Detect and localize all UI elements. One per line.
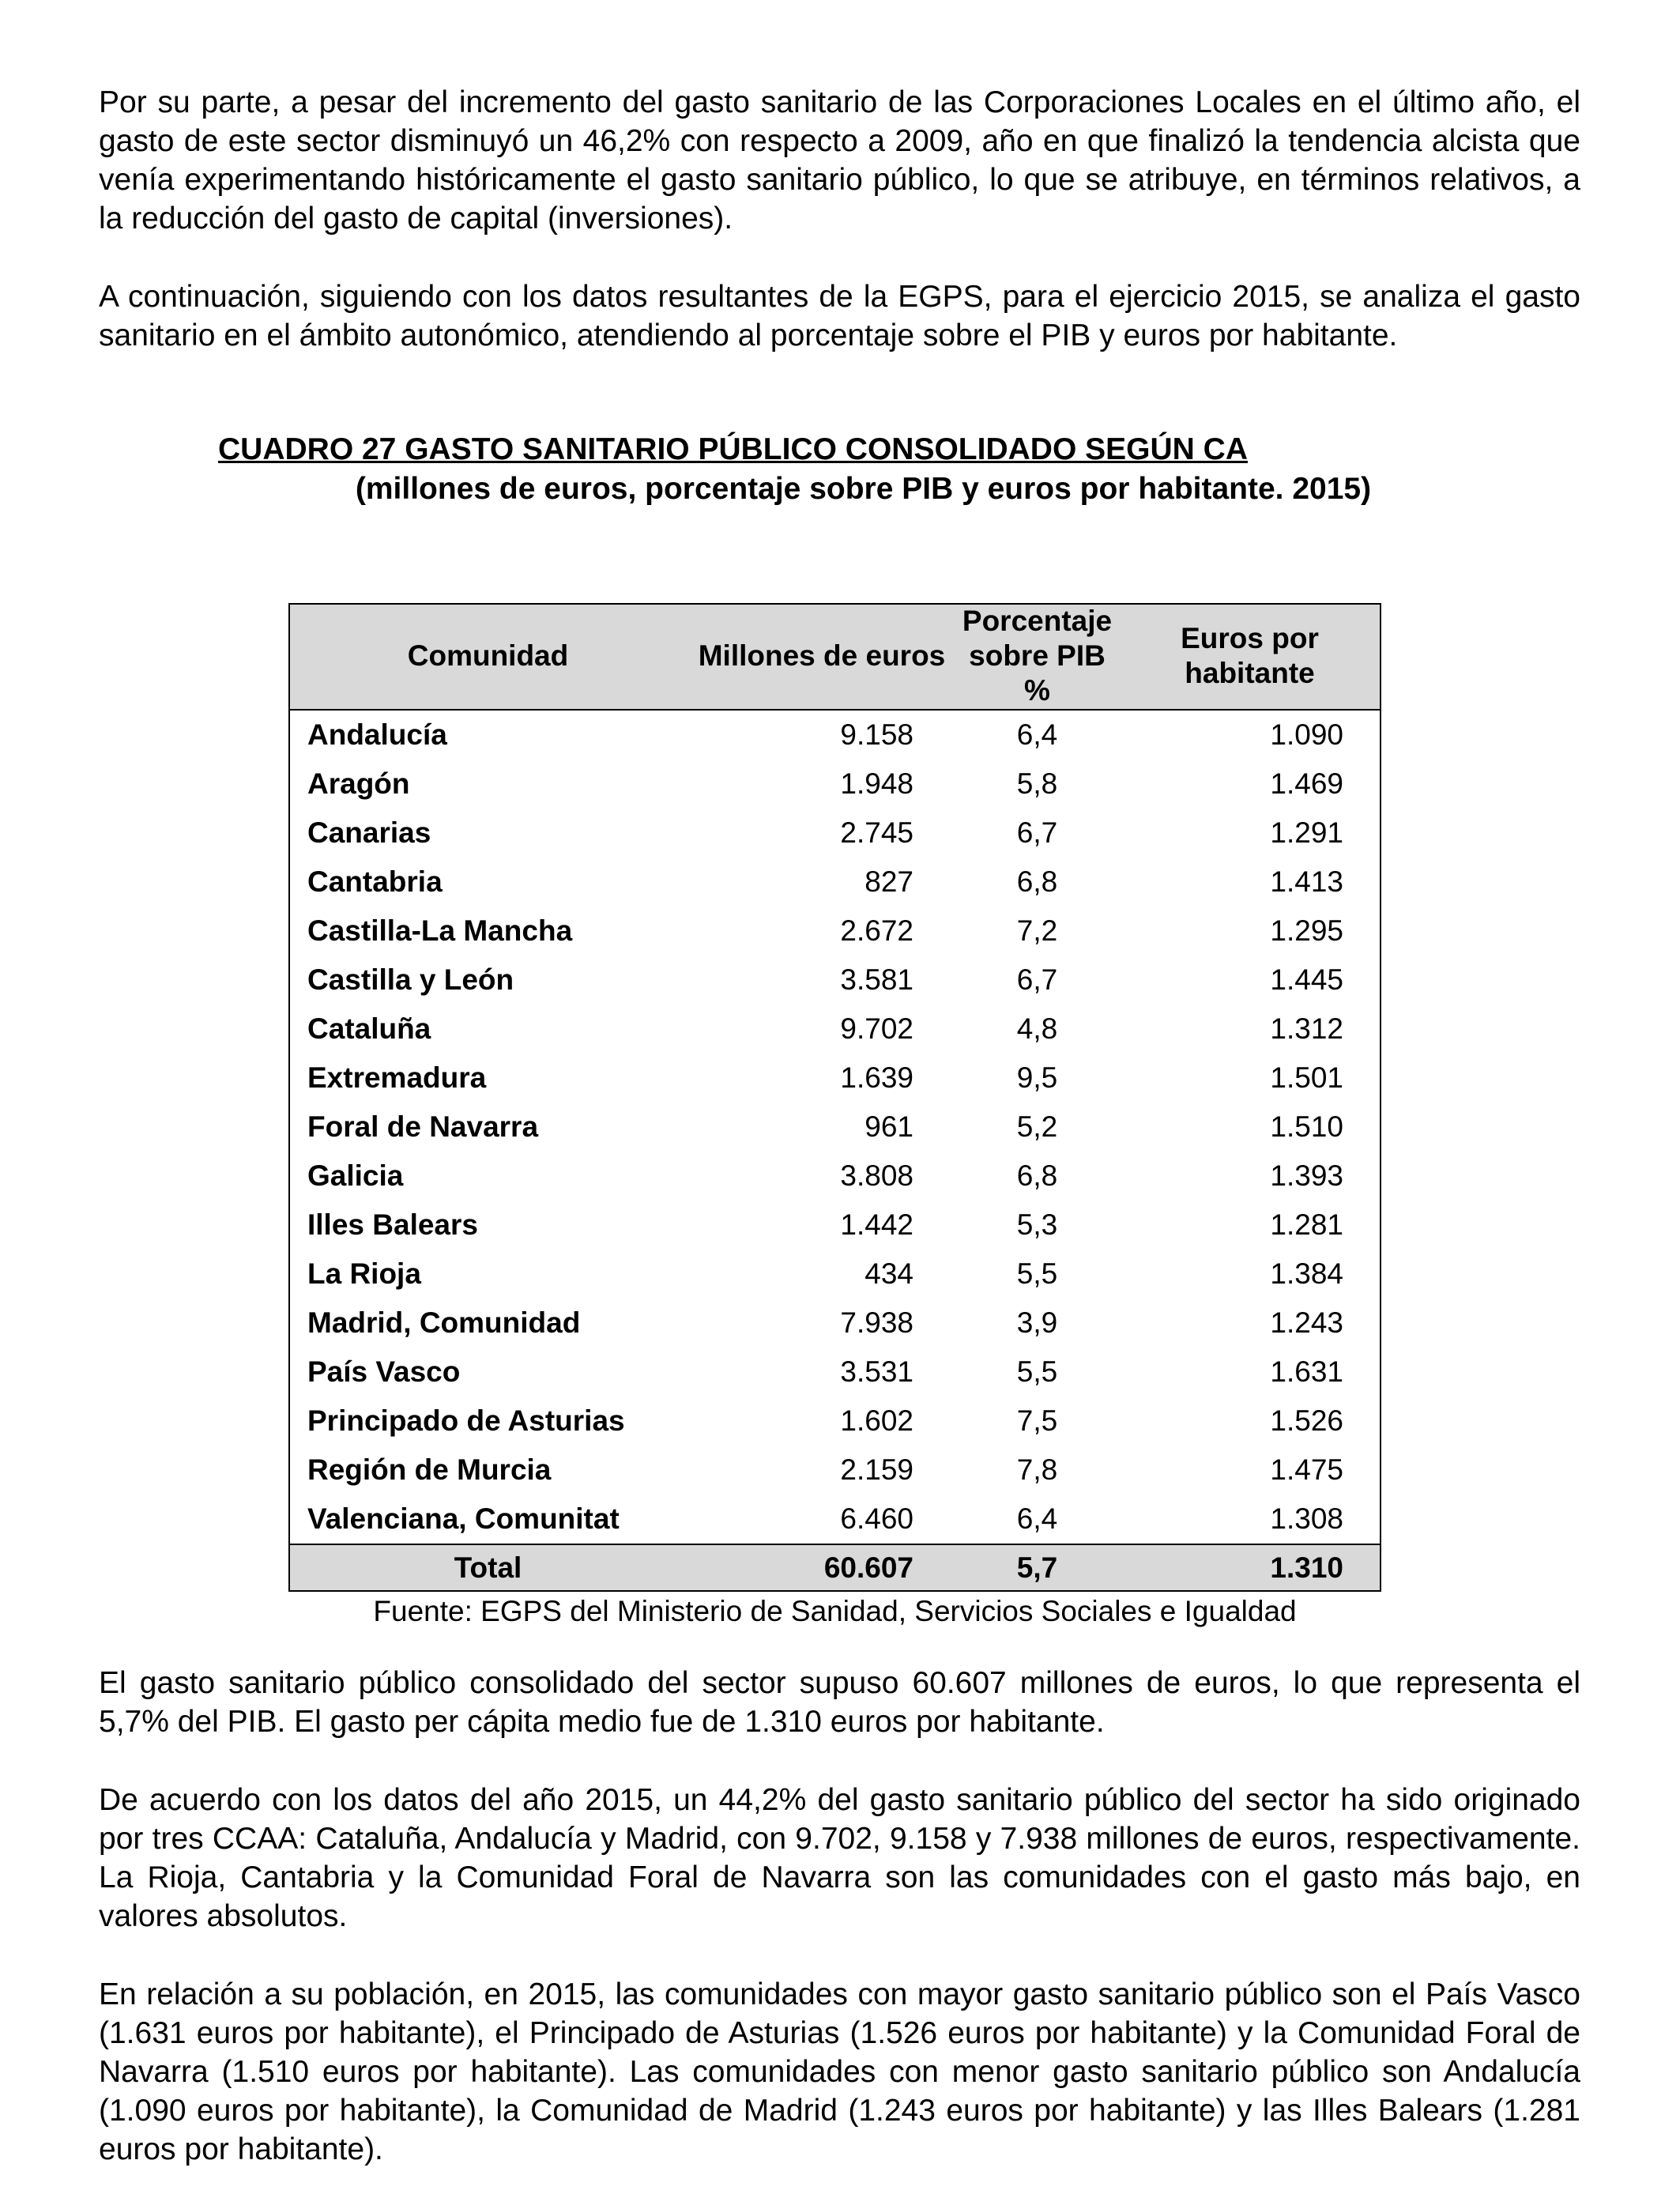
table-row bbox=[288, 858, 1381, 907]
cell-pib: 5,3 bbox=[1016, 1208, 1058, 1241]
gasto-table bbox=[288, 603, 1381, 1591]
cell-pib: 7,2 bbox=[1016, 914, 1058, 947]
table-title-block bbox=[99, 430, 1580, 509]
cell-millones: 2.745 bbox=[840, 816, 913, 849]
cell-comunidad: Galicia bbox=[307, 1159, 404, 1192]
cell-comunidad: Principado de Asturias bbox=[307, 1404, 625, 1437]
cell-comunidad: Castilla-La Mancha bbox=[307, 914, 573, 947]
cell-euros: 1.281 bbox=[1270, 1208, 1343, 1241]
paragraph-total: El gasto sanitario público consolidado del sector supuso 60.607 millones de euros, lo que representa el 5,7% del PIB. El gasto per cápita medio fue de 1.310 euros por habitante. bbox=[99, 1666, 1580, 1739]
cell-millones: 1.948 bbox=[840, 767, 913, 800]
table-row bbox=[288, 1152, 1381, 1201]
paragraph-intro: Por su parte, a pesar del incremento del gasto sanitario de las Corporaciones Locales en el último año, el gasto de este sector disminuyó un 46,2% con respecto a 2009, año en que finalizó la tendencia alcista que venía experimentando históricamente el gasto sanitario público, lo que se atribuye, en términos relativos, a la reducción del gasto de capital (inversiones). bbox=[99, 85, 1580, 236]
table-row bbox=[288, 1348, 1381, 1397]
cell-euros: 1.291 bbox=[1270, 816, 1343, 849]
table-row bbox=[288, 1250, 1381, 1299]
paragraph-poblacion: En relación a su población, en 2015, las comunidades con mayor gasto sanitario público son el País Vasco (1.631 euros por habitante), el Principado de Asturias (1.526 euros por habitante) y la Comunidad Foral de Navarra (1.510 euros por habitante). Las comunidades con menor gasto sanitario público son Andalucía (1.090 euros por habitante), la Comunidad de Madrid (1.243 euros por habitante) y las Illes Balears (1.281 euros por habitante). bbox=[99, 1977, 1580, 2166]
cell-pib: 9,5 bbox=[1016, 1061, 1058, 1094]
cell-millones: 3.808 bbox=[840, 1159, 913, 1192]
cell-euros: 1.469 bbox=[1270, 767, 1343, 800]
table-subtitle: (millones de euros, porcentaje sobre PIB y euros por habitante. 2015) bbox=[355, 472, 1372, 506]
cell-pib: 6,8 bbox=[1016, 865, 1058, 898]
cell-euros: 1.393 bbox=[1270, 1159, 1343, 1192]
header-millones: Millones de euros bbox=[687, 603, 956, 710]
cell-millones: 7.938 bbox=[840, 1306, 913, 1339]
header-comunidad: Comunidad bbox=[288, 603, 687, 710]
document-page bbox=[99, 83, 1580, 2166]
total-cell-millones: 60.607 bbox=[687, 1544, 956, 1591]
cell-comunidad: Aragón bbox=[307, 767, 410, 800]
cell-pib: 6,4 bbox=[1016, 718, 1058, 751]
cell-comunidad: Extremadura bbox=[307, 1061, 487, 1094]
cell-pib: 5,5 bbox=[1016, 1355, 1058, 1388]
total-cell-pib: 5,7 bbox=[956, 1544, 1118, 1591]
table-row bbox=[288, 1495, 1381, 1544]
header-pib: Porcentaje sobre PIB % bbox=[956, 603, 1118, 710]
cell-millones: 9.702 bbox=[840, 1012, 913, 1045]
table-title: CUADRO 27 GASTO SANITARIO PÚBLICO CONSOLIDADO SEGÚN CA bbox=[218, 432, 1248, 466]
cell-comunidad: La Rioja bbox=[307, 1257, 421, 1290]
cell-comunidad: Andalucía bbox=[307, 718, 447, 751]
cell-euros: 1.312 bbox=[1270, 1012, 1343, 1045]
table-row bbox=[288, 1201, 1381, 1250]
cell-pib: 6,7 bbox=[1016, 963, 1058, 996]
cell-pib: 6,8 bbox=[1016, 1159, 1058, 1192]
cell-millones: 1.442 bbox=[840, 1208, 913, 1241]
cell-pib: 5,8 bbox=[1016, 767, 1058, 800]
cell-pib: 7,5 bbox=[1016, 1404, 1058, 1437]
table-source: Fuente: EGPS del Ministerio de Sanidad, Servicios Sociales e Igualdad bbox=[373, 1595, 1297, 1627]
cell-millones: 1.602 bbox=[840, 1404, 913, 1437]
cell-millones: 1.639 bbox=[840, 1061, 913, 1094]
cell-comunidad: Foral de Navarra bbox=[307, 1110, 539, 1143]
cell-euros: 1.243 bbox=[1270, 1306, 1343, 1339]
cell-comunidad: Cantabria bbox=[307, 865, 443, 898]
cell-comunidad: Madrid, Comunidad bbox=[307, 1306, 581, 1339]
table-row bbox=[288, 1054, 1381, 1103]
cell-euros: 1.445 bbox=[1270, 963, 1343, 996]
cell-millones: 6.460 bbox=[840, 1502, 913, 1535]
cell-millones: 827 bbox=[864, 865, 913, 898]
table-row bbox=[288, 956, 1381, 1005]
cell-comunidad: Castilla y León bbox=[307, 963, 514, 996]
paragraph-ccaa: De acuerdo con los datos del año 2015, un 44,2% del gasto sanitario público del sector ha sido originado por tres CCAA: Cataluña, Andalucía y Madrid, con 9.702, 9.158 y 7.938 millones de euros, respectivamente. La Rioja, Cantabria y la Comunidad Foral de Navarra son las comunidades con el gasto más bajo, en valores absolutos. bbox=[99, 1783, 1580, 1933]
cell-comunidad: Cataluña bbox=[307, 1012, 431, 1045]
cell-comunidad: País Vasco bbox=[307, 1355, 461, 1388]
table-row bbox=[288, 809, 1381, 858]
cell-comunidad: Illes Balears bbox=[307, 1208, 478, 1241]
cell-euros: 1.384 bbox=[1270, 1257, 1343, 1290]
cell-millones: 434 bbox=[864, 1257, 913, 1290]
cell-euros: 1.510 bbox=[1270, 1110, 1343, 1143]
cell-pib: 6,7 bbox=[1016, 816, 1058, 849]
cell-pib: 4,8 bbox=[1016, 1012, 1058, 1045]
cell-pib: 7,8 bbox=[1016, 1453, 1058, 1486]
cell-pib: 3,9 bbox=[1016, 1306, 1058, 1339]
total-cell-euros: 1.310 bbox=[1118, 1544, 1381, 1591]
cell-euros: 1.501 bbox=[1270, 1061, 1343, 1094]
table-row bbox=[288, 1299, 1381, 1348]
cell-pib: 5,5 bbox=[1016, 1257, 1058, 1290]
table-body bbox=[288, 710, 1381, 1591]
cell-millones: 2.672 bbox=[840, 914, 913, 947]
cell-millones: 2.159 bbox=[840, 1453, 913, 1486]
table-row bbox=[288, 1005, 1381, 1054]
table-row bbox=[288, 907, 1381, 956]
cell-euros: 1.090 bbox=[1270, 718, 1343, 751]
cell-pib: 6,4 bbox=[1016, 1502, 1058, 1535]
table-row bbox=[288, 710, 1381, 760]
table-header-row bbox=[288, 603, 1381, 710]
header-euros: Euros por habitante bbox=[1118, 603, 1381, 710]
table-row bbox=[288, 1103, 1381, 1152]
cell-millones: 961 bbox=[864, 1110, 913, 1143]
cell-euros: 1.413 bbox=[1270, 865, 1343, 898]
table-total-row bbox=[288, 1544, 1381, 1591]
cell-euros: 1.631 bbox=[1270, 1355, 1343, 1388]
cell-euros: 1.526 bbox=[1270, 1404, 1343, 1437]
cell-comunidad: Región de Murcia bbox=[307, 1453, 552, 1486]
cell-millones: 3.581 bbox=[840, 963, 913, 996]
cell-pib: 5,2 bbox=[1016, 1110, 1058, 1143]
total-cell-comunidad: Total bbox=[288, 1544, 687, 1591]
table-row bbox=[288, 760, 1381, 809]
cell-comunidad: Canarias bbox=[307, 816, 431, 849]
cell-euros: 1.475 bbox=[1270, 1453, 1343, 1486]
paragraph-egps: A continuación, siguiendo con los datos resultantes de la EGPS, para el ejercicio 2015, se analiza el gasto sanitario en el ámbito autonómico, atendiendo al porcentaje sobre el PIB y euros por habitante. bbox=[99, 280, 1580, 352]
cell-millones: 3.531 bbox=[840, 1355, 913, 1388]
bottom-text bbox=[99, 1664, 1580, 2169]
cell-euros: 1.308 bbox=[1270, 1502, 1343, 1535]
table-row bbox=[288, 1397, 1381, 1446]
cell-euros: 1.295 bbox=[1270, 914, 1343, 947]
cell-comunidad: Valenciana, Comunitat bbox=[307, 1502, 620, 1535]
table-row bbox=[288, 1446, 1381, 1495]
cell-millones: 9.158 bbox=[840, 718, 913, 751]
